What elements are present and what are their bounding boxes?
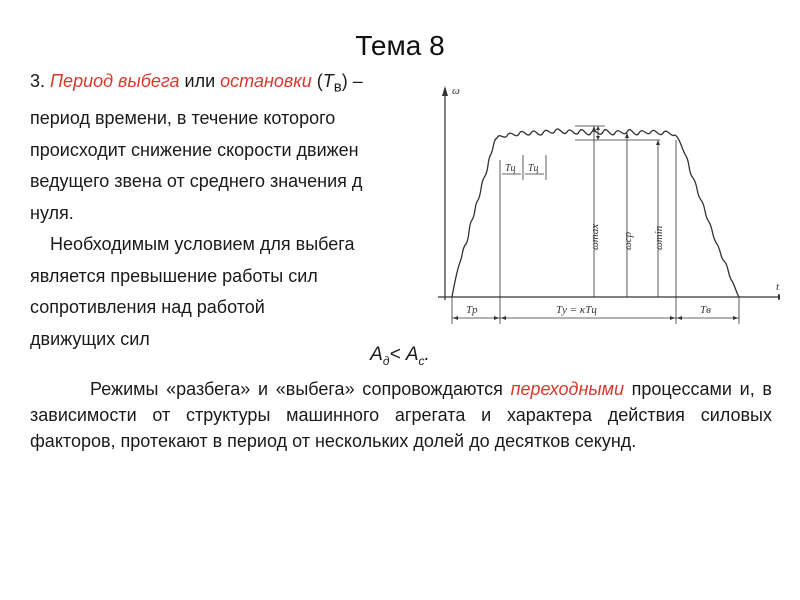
tv-label: Tв bbox=[700, 304, 711, 316]
modes-paragraph bbox=[30, 376, 772, 454]
symbol-sub-v: в bbox=[333, 78, 342, 96]
omega-cp-label: ωср bbox=[622, 231, 634, 250]
term-stop: остановки bbox=[220, 71, 312, 91]
text-line-9: движущих сил bbox=[30, 328, 150, 349]
omega-max-label: ωmax bbox=[589, 223, 601, 250]
text-line-7: является превышение работы сил bbox=[30, 265, 318, 286]
paragraph-part-1: Режимы «разбега» и «выбега» сопровождаются bbox=[90, 379, 511, 399]
symbol-T: T bbox=[322, 71, 334, 91]
omega-min-label: ωmin bbox=[653, 225, 665, 250]
omega-axis-label: ω bbox=[452, 85, 460, 97]
connector-text: или bbox=[179, 71, 221, 91]
paren-close: ) – bbox=[341, 71, 363, 91]
time-axis-label: t bbox=[776, 281, 780, 293]
formula-a-sub: д bbox=[382, 353, 390, 368]
term-run-out-period: Период выбега bbox=[50, 71, 180, 91]
paragraph-highlight: переходными bbox=[510, 379, 624, 399]
tc-label-2: Tц bbox=[528, 163, 539, 174]
text-line-1 bbox=[30, 66, 442, 103]
tr-label: Tр bbox=[466, 304, 478, 316]
tc-label-1: Tц bbox=[505, 163, 516, 174]
item-number: 3. bbox=[30, 71, 51, 91]
formula bbox=[340, 344, 460, 368]
paragraph-part-2: процессами и, в зависимости от структуры машинного агрегата и характера действия силовых факторов, протекают в период от нескольких долей до десятков секунд. bbox=[30, 379, 772, 451]
paren-open: ( bbox=[311, 71, 323, 91]
text-line-5: нуля. bbox=[30, 202, 74, 223]
omega-axis-arrow bbox=[442, 86, 448, 96]
time-axis-arrow bbox=[778, 294, 780, 300]
run-diagram bbox=[420, 72, 780, 337]
ty-label: Tу = κTц bbox=[556, 304, 597, 316]
formula-relation: < bbox=[389, 344, 406, 365]
speed-curve bbox=[452, 129, 739, 297]
formula-b-sub: с bbox=[418, 353, 425, 368]
text-line-6: Необходимым условием для выбега bbox=[50, 234, 355, 255]
text-line-4: ведущего звена от среднего значения д bbox=[30, 171, 363, 192]
text-line-3: происходит снижение скорости движен bbox=[30, 139, 359, 160]
formula-end: . bbox=[424, 344, 430, 365]
text-line-2: период времени, в течение которого bbox=[30, 108, 336, 129]
omega-line-arrows bbox=[592, 126, 660, 145]
text-line-8: сопротивления над работой bbox=[30, 297, 265, 318]
formula-a: A bbox=[370, 344, 383, 365]
formula-b: A bbox=[405, 344, 419, 365]
slide-title: Тема 8 bbox=[355, 30, 445, 61]
definition-text bbox=[30, 66, 442, 356]
